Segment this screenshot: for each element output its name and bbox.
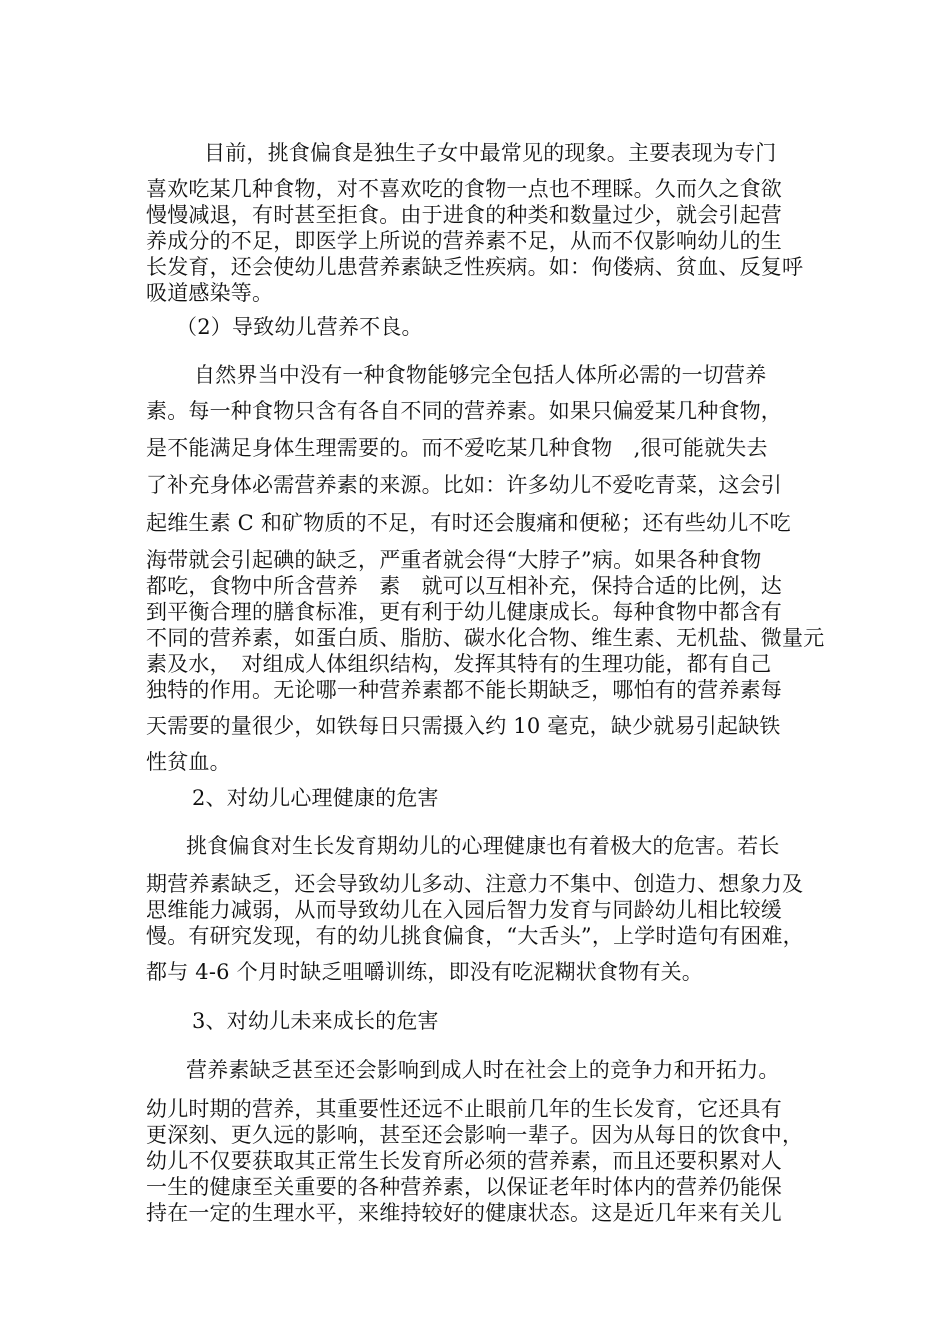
text-line: 吸道感染等。 — [146, 281, 274, 305]
text-line: 独特的作用。无论哪一种营养素都不能长期缺乏，哪怕有的营养素每 — [146, 678, 782, 702]
text-line: 思维能力减弱，从而导致幼儿在入园后智力发育与同龄幼儿相比较缓 — [146, 898, 782, 922]
text-line: 了补充身体必需营养素的来源。比如：许多幼儿不爱吃青菜，这会引 — [146, 473, 782, 497]
text-line: 自然界当中没有一种食物能够完全包括人体所必需的一切营养 — [194, 363, 767, 387]
text-line: 养成分的不足，即医学上所说的营养素不足，从而不仅影响幼儿的生 — [146, 229, 782, 253]
text-line: 长发育，还会使幼儿患营养素缺乏性疾病。如：佝偻病、贫血、反复呼 — [146, 255, 804, 279]
text-line: 到平衡合理的膳食标准，更有利于幼儿健康成长。每种食物中都含有 — [146, 600, 782, 624]
text-line: 目前，挑食偏食是独生子女中最常见的现象。主要表现为专门 — [204, 141, 777, 165]
text-line: 喜欢吃某几种食物，对不喜欢吃的食物一点也不理睬。久而久之食欲 — [146, 177, 782, 201]
text-line: 都与 4-6 个月时缺乏咀嚼训练，即没有吃泥糊状食物有关。 — [146, 960, 703, 984]
text-line: 天需要的量很少，如铁每日只需摄入约 10 毫克，缺少就易引起缺铁 — [146, 714, 781, 738]
text-line: 海带就会引起碘的缺乏，严重者就会得“大脖子”病。如果各种食物 — [146, 548, 762, 572]
text-line: 素。每一种食物只含有各自不同的营养素。如果只偏爱某几种食物， — [146, 399, 782, 423]
text-line: 起维生素 C 和矿物质的不足，有时还会腹痛和便秘；还有些幼儿不吃 — [146, 511, 791, 535]
text-line: 素及水， 对组成人体组织结构，发挥其特有的生理功能，都有自己 — [146, 652, 772, 676]
text-line: 持在一定的生理水平，来维持较好的健康状态。这是近几年来有关儿 — [146, 1201, 782, 1225]
text-line: 慢慢减退，有时甚至拒食。由于进食的种类和数量过少，就会引起营 — [146, 203, 782, 227]
text-line: 不同的营养素，如蛋白质、脂肪、碳水化合物、维生素、无机盐、微量元 — [146, 626, 825, 650]
text-line: 幼儿时期的营养，其重要性还远不止眼前几年的生长发育，它还具有 — [146, 1097, 782, 1121]
text-line: 幼儿不仅要获取其正常生长发育所必须的营养素，而且还要积累对人 — [146, 1149, 782, 1173]
text-line: 挑食偏食对生长发育期幼儿的心理健康也有着极大的危害。若长 — [186, 834, 780, 858]
section-heading: 3、对幼儿未来成长的危害 — [192, 1009, 439, 1033]
section-heading: （2）导致幼儿营养不良。 — [176, 315, 423, 339]
text-line: 是不能满足身体生理需要的。而不爱吃某几种食物 ,很可能就失去 — [146, 436, 768, 460]
text-line: 更深刻、更久远的影响，甚至还会影响一辈子。因为从每日的饮食中， — [146, 1123, 804, 1147]
text-line: 期营养素缺乏，还会导致幼儿多动、注意力不集中、创造力、想象力及 — [146, 872, 804, 896]
text-line: 营养素缺乏甚至还会影响到成人时在社会上的竞争力和开拓力。 — [186, 1058, 780, 1082]
text-line: 慢。有研究发现，有的幼儿挑食偏食，“大舌头”，上学时造句有困难， — [146, 924, 804, 948]
section-heading: 2、对幼儿心理健康的危害 — [192, 786, 439, 810]
text-line: 一生的健康至关重要的各种营养素，以保证老年时体内的营养仍能保 — [146, 1175, 782, 1199]
text-line: 性贫血。 — [146, 750, 231, 774]
text-line: 都吃，食物中所含营养 素 就可以互相补充，保持合适的比例，达 — [146, 574, 782, 598]
